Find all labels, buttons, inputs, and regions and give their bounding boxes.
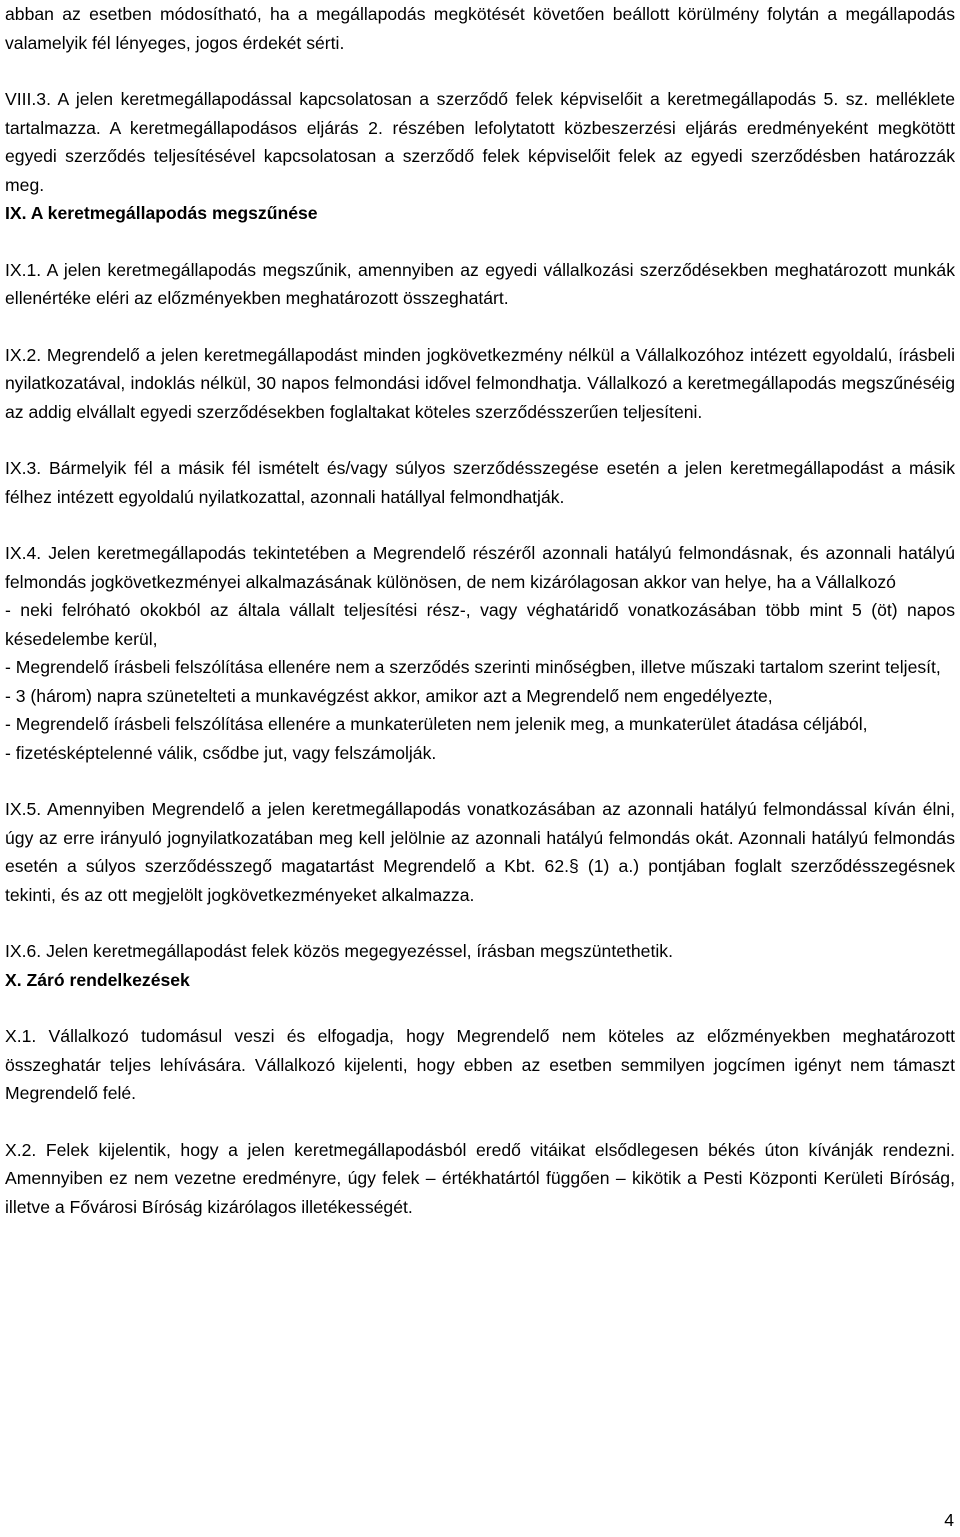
document-page bbox=[5, 0, 955, 1221]
paragraph-x-1: X.1. Vállalkozó tudomásul veszi és elfogadja, hogy Megrendelő nem köteles az előzményekben meghatározott összeghatár teljes lehívására. Vállalkozó kijelenti, hogy ebben az esetben semmilyen jogcímen igényt nem támaszt Megrendelő felé. bbox=[5, 1026, 955, 1103]
paragraph-ix-2: IX.2. Megrendelő a jelen keretmegállapodást minden jogkövetkezmény nélkül a Vállalkozóhoz intézett egyoldalú, írásbeli nyilatkozatával, indoklás nélkül, 30 napos felmondási idővel felmondhatja. Vállalkozó a keretmegállapodás megszűnéséig az addig elvállalt egyedi szerződésekben foglaltakat köteles szerződésszerűen teljesíteni. bbox=[5, 344, 955, 422]
list-item: - neki felróható okokból az általa vállalt teljesítési rész-, vagy véghatáridő vonatkozásában több mint 5 (öt) napos késedelembe kerül, bbox=[5, 600, 955, 649]
paragraph-ix-3: IX.3. Bármelyik fél a másik fél ismételt és/vagy súlyos szerződésszegése esetén a jelen keretmegállapodást a másik félhez intézett egyoldalú nyilatkozattal, azonnali hatállyal felmondhatják. bbox=[5, 458, 955, 507]
heading-section-ix: IX. A keretmegállapodás megszűnése bbox=[5, 203, 318, 223]
heading-section-x: X. Záró rendelkezések bbox=[5, 969, 190, 990]
list-item: - 3 (három) napra szünetelteti a munkavégzést akkor, amikor azt a Megrendelő nem engedélyezte, bbox=[5, 685, 773, 706]
paragraph-ix-1: IX.1. A jelen keretmegállapodás megszűnik, amennyiben az egyedi vállalkozási szerződésekben meghatározott munkák ellenértéke eléri az előzményekben meghatározott összeghatárt. bbox=[5, 259, 955, 308]
list-item: - Megrendelő írásbeli felszólítása ellenére nem a szerződés szerinti minőségben, illetve műszaki tartalom szerint teljesít, bbox=[5, 657, 941, 677]
paragraph-x-2: X.2. Felek kijelentik, hogy a jelen keretmegállapodásból eredő vitáikat elsődlegesen békés úton kívánják rendezni. Amennyiben ez nem vezetne eredményre, úgy felek – értékhatártól függően – kikötik a Pesti Központi Kerületi Bíróság, illetve a Fővárosi Bíróság kizárólagos illetékességét. bbox=[5, 1139, 955, 1217]
list-item: - Megrendelő írásbeli felszólítása ellenére a munkaterületen nem jelenik meg, a munkaterület átadása céljából, bbox=[5, 714, 868, 734]
paragraph-ix-6: IX.6. Jelen keretmegállapodást felek közös megegyezéssel, írásban megszüntethetik. bbox=[5, 941, 673, 961]
page-number: 4 bbox=[944, 1510, 954, 1530]
ix-4-list bbox=[5, 596, 955, 767]
intro-paragraph: abban az esetben módosítható, ha a megállapodás megkötését követően beállott körülmény folytán a megállapodás valamelyik fél lényeges, jogos érdekét sérti. bbox=[5, 4, 955, 53]
list-item: - fizetésképtelenné válik, csődbe jut, vagy felszámolják. bbox=[5, 742, 437, 763]
paragraph-ix-4: IX.4. Jelen keretmegállapodás tekintetében a Megrendelő részéről azonnali hatályú felmondásnak, és azonnali hatályú felmondás jogkövetkezményei alkalmazásának különösen, de nem kizárólagosan akkor van helye, ha a Vállalkozó bbox=[5, 543, 955, 592]
paragraph-viii-3: VIII.3. A jelen keretmegállapodással kapcsolatosan a szerződő felek képviselőit a keretmegállapodás 5. sz. melléklete tartalmazza. A keretmegállapodásos eljárás 2. részében lefolytatott közbeszerzési eljárás eredményeként megkötött egyedi szerződés teljesítésével kapcsolatosan a szerződő felek képviselőit felek az egyedi szerződésben határozzák meg. bbox=[5, 89, 955, 195]
paragraph-ix-5: IX.5. Amennyiben Megrendelő a jelen keretmegállapodás vonatkozásában az azonnali hatályú felmondással kíván élni, úgy az erre irányuló jognyilatkozatában meg kell jelölnie az azonnali hatályú felmondás okát. Azonnali hatályú felmondás esetén a súlyos szerződésszegő magatartást Megrendelő a Kbt. 62.§ (1) a.) pontjában foglalt szerződésszegésnek tekinti, és az ott megjelölt jogkövetkezményeket alkalmazza. bbox=[5, 799, 955, 905]
